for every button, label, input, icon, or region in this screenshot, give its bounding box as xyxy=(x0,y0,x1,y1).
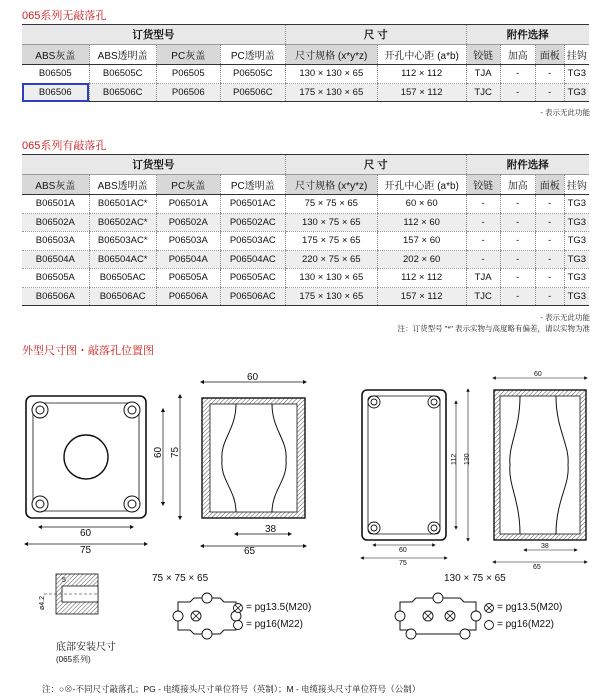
small-side-inner: 38 xyxy=(265,524,277,535)
table-cell[interactable]: P06506A xyxy=(156,287,220,306)
table-cell[interactable]: - xyxy=(500,65,535,84)
large-side-bottom: 65 xyxy=(533,564,541,571)
table-cell[interactable]: P06503A xyxy=(156,232,220,251)
table-cell[interactable]: - xyxy=(500,195,535,214)
spec-table-knockout xyxy=(22,154,589,306)
section1-title: 065系列无敲落孔 xyxy=(22,10,107,22)
table-cell[interactable]: - xyxy=(500,232,535,251)
footnote: 注：○⊗-不同尺寸敲落孔；PG - 电缆接头尺寸单位符号（英制）；M - 电缆接头尺寸单位符号（公制） xyxy=(42,684,421,694)
col-hole-dist: 开孔中心距 (a*b) xyxy=(377,45,466,65)
table2-body xyxy=(22,195,589,306)
table-cell[interactable]: B06505A xyxy=(22,269,89,288)
table-cell[interactable]: B06502A xyxy=(22,213,89,232)
col-abs-gray: ABS灰盖 xyxy=(22,45,89,65)
table-cell[interactable]: TJC xyxy=(466,287,500,306)
table-cell[interactable]: P06505A xyxy=(156,269,220,288)
table-cell[interactable]: - xyxy=(535,195,564,214)
knockout-diagram-75 xyxy=(173,593,241,639)
table-cell[interactable]: TG3 xyxy=(564,83,589,102)
table-cell[interactable]: P06504A xyxy=(156,250,220,269)
col-panel: 面板 xyxy=(535,45,564,65)
large-box-side-view xyxy=(494,371,586,571)
cross-circle-icon xyxy=(423,611,433,621)
small-front-w-outer: 75 xyxy=(80,545,92,556)
mount-dim-5: 5 xyxy=(62,577,66,584)
table-cell[interactable]: 130 × 130 × 65 xyxy=(285,65,377,84)
table-cell[interactable]: - xyxy=(466,213,500,232)
table-cell[interactable]: TJA xyxy=(466,65,500,84)
table-cell[interactable]: 112 × 60 xyxy=(377,213,466,232)
section2-note2: 注：订货型号 "*" 表示实物与高度略有偏差，请以实物为准 xyxy=(397,324,590,333)
table-cell[interactable]: - xyxy=(466,250,500,269)
circle-icon xyxy=(485,621,494,630)
table-cell[interactable]: B06502AC* xyxy=(89,213,156,232)
group-order-no: 订货型号 xyxy=(22,25,285,45)
table-cell[interactable]: - xyxy=(500,213,535,232)
table-row xyxy=(22,83,589,102)
group-size: 尺 寸 xyxy=(285,155,466,175)
table-cell[interactable]: P06506 xyxy=(156,83,220,102)
large-front-h-outer: 130 xyxy=(464,453,471,465)
table-cell[interactable]: - xyxy=(535,269,564,288)
col-hinge: 铰链 xyxy=(466,45,500,65)
table-cell[interactable]: 175 × 75 × 65 xyxy=(285,232,377,251)
cross-circle-icon xyxy=(445,611,455,621)
table-cell[interactable]: B06503AC* xyxy=(89,232,156,251)
table-cell[interactable]: B06504AC* xyxy=(89,250,156,269)
mount-sublabel: (065系列) xyxy=(56,655,91,664)
table-cell[interactable]: P06506AC xyxy=(220,287,285,306)
table-cell[interactable]: - xyxy=(535,83,564,102)
large-side-inner: 38 xyxy=(541,543,549,550)
table1-body xyxy=(22,65,589,102)
table-cell[interactable]: TG3 xyxy=(564,195,589,214)
table-cell[interactable]: TG3 xyxy=(564,232,589,251)
col-hook: 挂钩 xyxy=(564,45,589,65)
col-abs-clear: ABS透明盖 xyxy=(89,45,156,65)
col-hole-dist: 开孔中心距 (a*b) xyxy=(377,175,466,195)
legend-pg135-2: = pg13.5(M20) xyxy=(497,602,563,613)
col-abs-gray: ABS灰盖 xyxy=(22,175,89,195)
col-hinge: 铰链 xyxy=(466,175,500,195)
table-cell[interactable]: 175 × 130 × 65 xyxy=(285,83,377,102)
table-cell[interactable]: 202 × 60 xyxy=(377,250,466,269)
table-cell[interactable]: - xyxy=(500,83,535,102)
large-front-w-outer: 75 xyxy=(399,560,407,567)
table-cell[interactable]: 130 × 130 × 65 xyxy=(285,269,377,288)
large-front-w: 60 xyxy=(399,547,407,554)
table-cell[interactable]: 60 × 60 xyxy=(377,195,466,214)
table-cell[interactable]: TG3 xyxy=(564,213,589,232)
mount-detail-drawing xyxy=(39,574,98,614)
table-cell[interactable]: - xyxy=(500,287,535,306)
table-cell[interactable]: - xyxy=(535,65,564,84)
table-cell[interactable]: B06503A xyxy=(22,232,89,251)
table-row xyxy=(22,232,589,251)
table-cell[interactable]: - xyxy=(466,195,500,214)
cross-circle-icon xyxy=(191,611,201,621)
large-side-top: 60 xyxy=(534,371,542,378)
table-cell[interactable]: B06506 xyxy=(22,83,89,102)
table-cell[interactable]: 175 × 130 × 65 xyxy=(285,287,377,306)
table-cell[interactable]: B06506A xyxy=(22,287,89,306)
table-cell[interactable]: B06506AC xyxy=(89,287,156,306)
table-cell[interactable]: P06505C xyxy=(220,65,285,84)
large-box-front-view xyxy=(362,390,471,567)
spec-table-no-knockout xyxy=(22,24,589,102)
table-row xyxy=(22,269,589,288)
circle-icon xyxy=(234,621,243,630)
mount-label: 底部安装尺寸 xyxy=(56,642,116,653)
table-cell[interactable]: - xyxy=(500,269,535,288)
table-cell[interactable]: B06505AC xyxy=(89,269,156,288)
table-cell[interactable]: 157 × 112 xyxy=(377,83,466,102)
table-row xyxy=(22,287,589,306)
table-cell[interactable]: - xyxy=(535,250,564,269)
table-row xyxy=(22,65,589,84)
section1-note: - 表示无此功能 xyxy=(540,108,590,117)
table-cell[interactable]: P06504AC xyxy=(220,250,285,269)
legend-pg135: = pg13.5(M20) xyxy=(246,602,312,613)
table-cell[interactable]: TG3 xyxy=(564,287,589,306)
table-cell[interactable]: 220 × 75 × 65 xyxy=(285,250,377,269)
knockout-diagram-130 xyxy=(395,593,481,639)
small-front-w: 60 xyxy=(80,528,92,539)
col-raise: 加高 xyxy=(500,175,535,195)
table-cell[interactable]: 75 × 75 × 65 xyxy=(285,195,377,214)
col-panel: 面板 xyxy=(535,175,564,195)
table-cell[interactable]: 157 × 112 xyxy=(377,287,466,306)
table-cell[interactable]: P06502AC xyxy=(220,213,285,232)
table-row xyxy=(22,195,589,214)
table-cell[interactable]: - xyxy=(535,287,564,306)
table-cell[interactable]: B06505C xyxy=(89,65,156,84)
table-cell[interactable]: - xyxy=(500,250,535,269)
table-cell[interactable]: TG3 xyxy=(564,250,589,269)
table-cell[interactable]: TG3 xyxy=(564,269,589,288)
small-front-h: 60 xyxy=(153,446,164,458)
table-cell[interactable]: 130 × 75 × 65 xyxy=(285,213,377,232)
small-side-top: 60 xyxy=(247,372,259,383)
table-row xyxy=(22,213,589,232)
group-accessories: 附件选择 xyxy=(466,25,589,45)
table-cell[interactable]: B06506C xyxy=(89,83,156,102)
table-row xyxy=(22,250,589,269)
col-pc-clear: PC透明盖 xyxy=(220,45,285,65)
table-cell[interactable]: P06501AC xyxy=(220,195,285,214)
col-pc-clear: PC透明盖 xyxy=(220,175,285,195)
col-pc-gray: PC灰盖 xyxy=(156,175,220,195)
mount-dim-dia: ø4.2 xyxy=(39,595,46,610)
large-front-h: 112 xyxy=(451,453,458,465)
table-cell[interactable]: B06504A xyxy=(22,250,89,269)
knockout-label-2: 130 × 75 × 65 xyxy=(444,573,506,584)
group-order-no: 订货型号 xyxy=(22,155,285,175)
group-size: 尺 寸 xyxy=(285,25,466,45)
table-cell[interactable]: 112 × 112 xyxy=(377,65,466,84)
table-cell[interactable]: B06501A xyxy=(22,195,89,214)
table-cell[interactable]: TJC xyxy=(466,83,500,102)
col-pc-gray: PC灰盖 xyxy=(156,45,220,65)
table-cell[interactable]: P06503AC xyxy=(220,232,285,251)
table-cell[interactable]: - xyxy=(466,232,500,251)
knockout-label-1: 75 × 75 × 65 xyxy=(152,573,209,584)
legend-pg16: = pg16(M22) xyxy=(246,619,303,630)
table-cell[interactable]: P06505AC xyxy=(220,269,285,288)
drawings-title: 外型尺寸图・敲落孔位置图 xyxy=(22,345,154,357)
table-cell[interactable]: 112 × 112 xyxy=(377,269,466,288)
table-cell[interactable]: B06501AC* xyxy=(89,195,156,214)
small-side-bottom: 65 xyxy=(244,546,256,557)
table-cell[interactable]: 157 × 60 xyxy=(377,232,466,251)
col-hook: 挂钩 xyxy=(564,175,589,195)
col-raise: 加高 xyxy=(500,45,535,65)
section2-title: 065系列有敲落孔 xyxy=(22,140,107,152)
col-abs-clear: ABS透明盖 xyxy=(89,175,156,195)
table-cell[interactable]: TJA xyxy=(466,269,500,288)
table-cell[interactable]: - xyxy=(535,213,564,232)
small-box-side-view xyxy=(202,372,305,557)
legend-pg16-2: = pg16(M22) xyxy=(497,619,554,630)
table-cell[interactable]: B06505 xyxy=(22,65,89,84)
col-size: 尺寸规格 (x*y*z) xyxy=(285,45,377,65)
small-box-front-view xyxy=(26,396,181,556)
table-cell[interactable]: - xyxy=(535,232,564,251)
small-front-h-outer: 75 xyxy=(170,446,181,458)
section2-note1: - 表示无此功能 xyxy=(540,313,590,322)
group-accessories: 附件选择 xyxy=(466,155,589,175)
table-cell[interactable]: P06506C xyxy=(220,83,285,102)
table-cell[interactable]: P06501A xyxy=(156,195,220,214)
table-cell[interactable]: TG3 xyxy=(564,65,589,84)
table-cell[interactable]: P06505 xyxy=(156,65,220,84)
table-cell[interactable]: P06502A xyxy=(156,213,220,232)
col-size: 尺寸规格 (x*y*z) xyxy=(285,175,377,195)
